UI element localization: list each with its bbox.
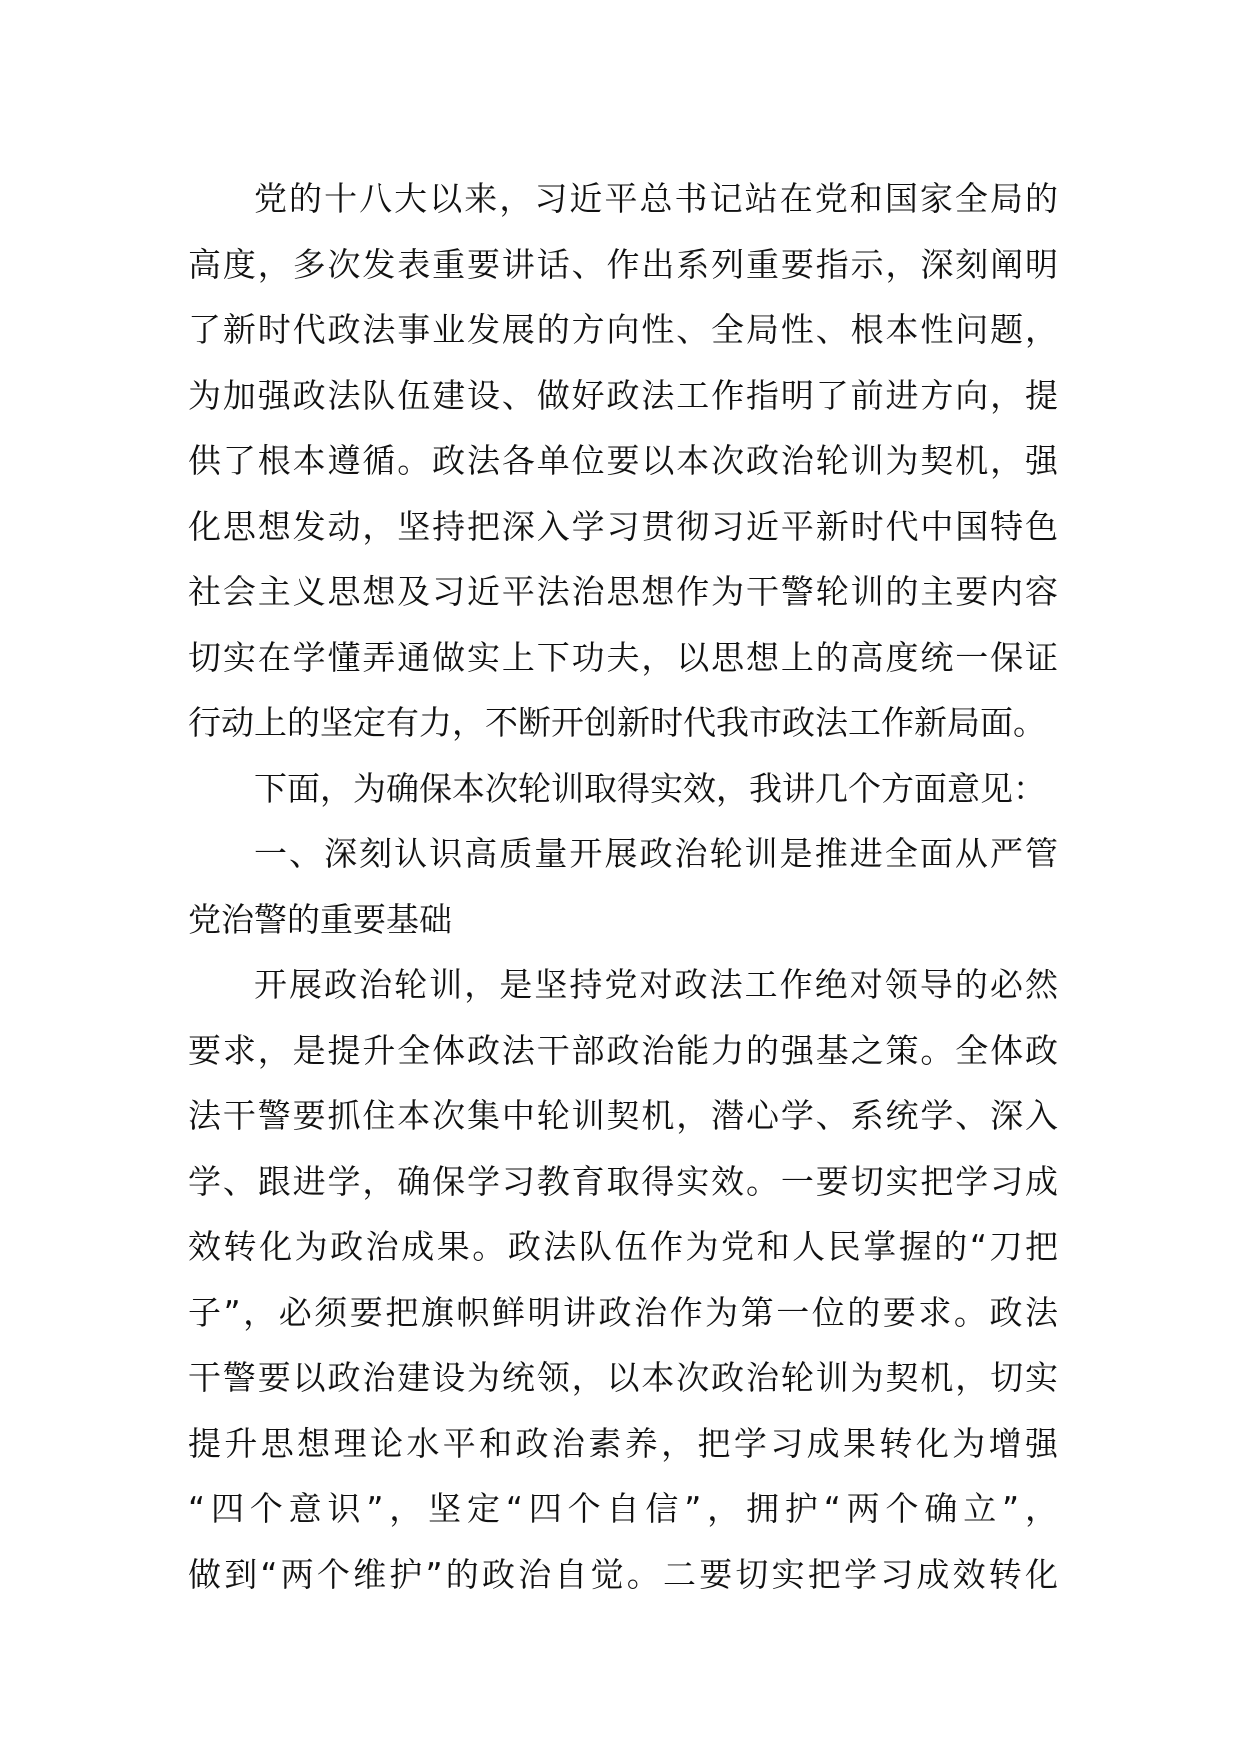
text-line: 干警要以政治建设为统领，以本次政治轮训为契机，切实 [188,1358,1058,1397]
text-line: 为加强政法队伍建设、做好政法工作指明了前进方向，提 [188,375,1058,415]
text-line: 子”，必须要把旗帜鲜明讲政治作为第一位的要求。政法 [188,1292,1058,1332]
text-line: 供了根本遵循。政法各单位要以本次政治轮训为契机，强 [188,441,1058,480]
text-line: 开展政治轮训，是坚持党对政法工作绝对领导的必然 [254,965,1058,1004]
text-line: 法干警要抓住本次集中轮训契机，潜心学、系统学、深入 [188,1096,1058,1135]
text-line: 切实在学懂弄通做实上下功夫，以思想上的高度统一保证 [188,637,1058,677]
body-text [188,166,1058,1607]
text-line: 下面，为确保本次轮训取得实效，我讲几个方面意见： [254,768,1046,808]
text-line: 行动上的坚定有力，不断开创新时代我市政法工作新局面。 [188,703,1046,742]
text-line: 化思想发动，坚持把深入学习贯彻习近平新时代中国特色 [188,506,1058,546]
text-line: 效转化为政治成果。政法队伍作为党和人民掌握的“刀把 [188,1227,1058,1266]
text-line: 做到“两个维护”的政治自觉。二要切实把学习成效转化 [188,1554,1058,1594]
text-line: 提升思想理论水平和政治素养，把学习成果转化为增强 [188,1423,1058,1463]
text-line: 学、跟进学，确保学习教育取得实效。一要切实把学习成 [188,1161,1058,1201]
text-line: 了新时代政法事业发展的方向性、全局性、根本性问题， [188,310,1058,349]
text-line: 一、深刻认识高质量开展政治轮训是推进全面从严管 [254,834,1058,873]
text-line: 党治警的重要基础 [188,899,452,939]
text-line: 社会主义思想及习近平法治思想作为干警轮训的主要内容 [188,572,1058,611]
text-line: 党的十八大以来，习近平总书记站在党和国家全局的 [254,179,1058,218]
text-line: “四个意识”，坚定“四个自信”，拥护“两个确立”， [188,1489,1058,1528]
text-line: 高度，多次发表重要讲话、作出系列重要指示，深刻阐明 [188,244,1058,284]
text-line: 要求，是提升全体政法干部政治能力的强基之策。全体政 [188,1030,1058,1070]
